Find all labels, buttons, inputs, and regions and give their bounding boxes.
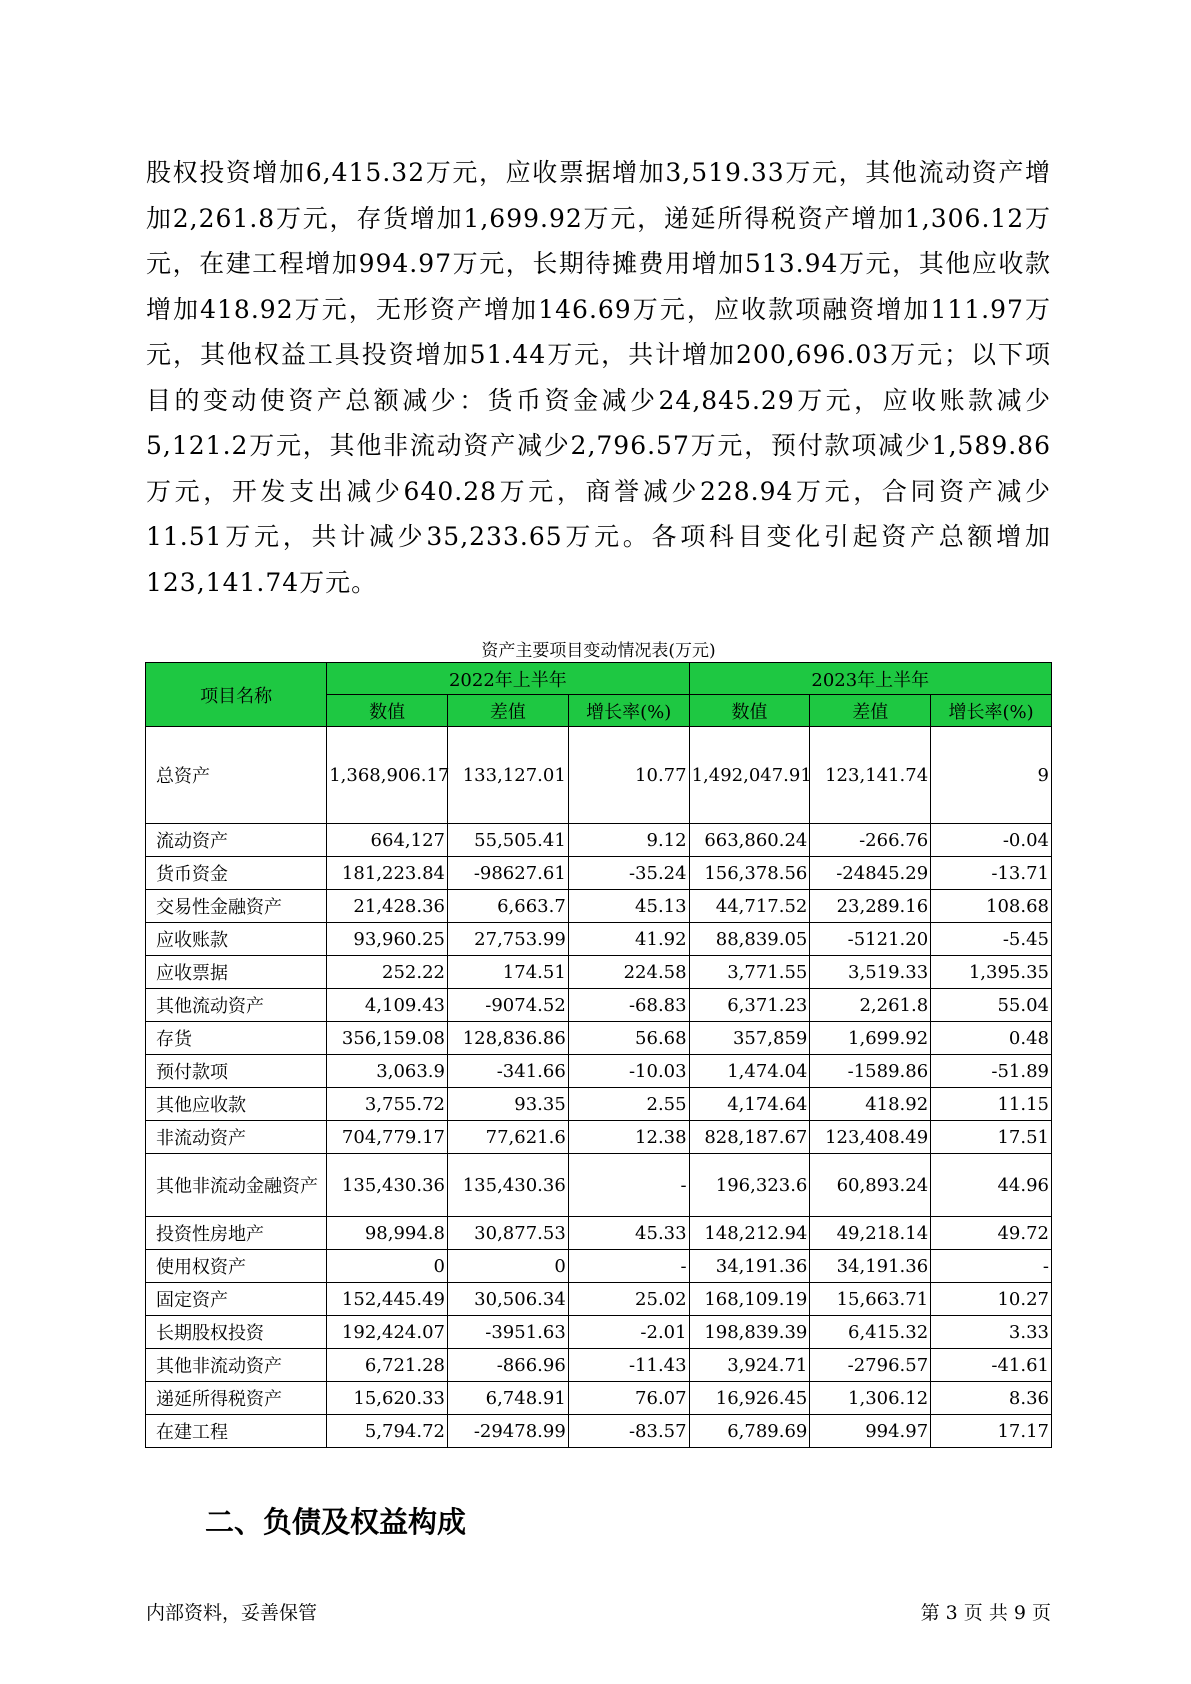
row-value-cell: -2.01 bbox=[568, 1316, 689, 1349]
row-value-cell: 3.33 bbox=[931, 1316, 1052, 1349]
footer-page-number: 第 3 页 共 9 页 bbox=[920, 1602, 1051, 1624]
row-value-cell: -98627.61 bbox=[447, 857, 568, 890]
row-value-cell: 108.68 bbox=[931, 890, 1052, 923]
header-value-2023: 数值 bbox=[689, 695, 810, 727]
row-value-cell: 4,174.64 bbox=[689, 1088, 810, 1121]
paragraph-text: 股权投资增加6,415.32万元，应收票据增加3,519.33万元，其他流动资产增加2,261.8万元，存货增加1,699.92万元，递延所得税资产增加1,306.12万元，在建工程增加994.97万元，长期待摊费用增加513.94万元，其他应收款增加418.92万元，无形资产增加146.69万元，应收款项融资增加111.97万元，其他权益工具投资增加51.44万元，共计增加200,696.03万元；以下项目的变动使资产总额减少：货币资金减少24,845.29万元，应收账款减少5,121.2万元，其他非流动资产减少2,796.57万元，预付款项减少1,589.86万元，开发支出减少640.28万元，商誉减少228.94万元，合同资产减少11.51万元，共计减少35,233.65万元。各项科目变化引起资产总额增加123,141.74万元。 bbox=[146, 158, 1051, 597]
row-value-cell: 664,127 bbox=[327, 824, 448, 857]
row-value-cell: 133,127.01 bbox=[447, 727, 568, 824]
row-value-cell: 34,191.36 bbox=[810, 1250, 931, 1283]
header-growth-2023: 增长率(%) bbox=[931, 695, 1052, 727]
row-value-cell: 156,378.56 bbox=[689, 857, 810, 890]
row-value-cell: 15,663.71 bbox=[810, 1283, 931, 1316]
row-value-cell: 135,430.36 bbox=[447, 1154, 568, 1217]
row-value-cell: 828,187.67 bbox=[689, 1121, 810, 1154]
table-row bbox=[146, 1250, 1052, 1283]
row-value-cell: 123,141.74 bbox=[810, 727, 931, 824]
row-value-cell: 1,395.35 bbox=[931, 956, 1052, 989]
row-value-cell: - bbox=[568, 1250, 689, 1283]
header-diff-2022: 差值 bbox=[447, 695, 568, 727]
table-row bbox=[146, 1349, 1052, 1382]
row-value-cell: 6,371.23 bbox=[689, 989, 810, 1022]
row-value-cell: 9.12 bbox=[568, 824, 689, 857]
row-value-cell: 2.55 bbox=[568, 1088, 689, 1121]
row-value-cell: 17.17 bbox=[931, 1415, 1052, 1448]
row-value-cell: 16,926.45 bbox=[689, 1382, 810, 1415]
header-diff-2023: 差值 bbox=[810, 695, 931, 727]
row-value-cell: 55,505.41 bbox=[447, 824, 568, 857]
row-value-cell: 88,839.05 bbox=[689, 923, 810, 956]
row-value-cell: 6,415.32 bbox=[810, 1316, 931, 1349]
row-item-name: 应收票据 bbox=[146, 956, 327, 989]
row-item-name: 其他非流动资产 bbox=[146, 1349, 327, 1382]
row-value-cell: 11.15 bbox=[931, 1088, 1052, 1121]
row-value-cell: 1,492,047.91 bbox=[689, 727, 810, 824]
row-item-name: 流动资产 bbox=[146, 824, 327, 857]
row-value-cell: 3,063.9 bbox=[327, 1055, 448, 1088]
asset-change-table bbox=[145, 662, 1052, 1448]
table-row bbox=[146, 1154, 1052, 1217]
row-value-cell: -1589.86 bbox=[810, 1055, 931, 1088]
header-period-2022: 2022年上半年 bbox=[327, 663, 689, 695]
row-value-cell: 6,789.69 bbox=[689, 1415, 810, 1448]
row-value-cell: 8.36 bbox=[931, 1382, 1052, 1415]
row-item-name: 使用权资产 bbox=[146, 1250, 327, 1283]
row-value-cell: 10.77 bbox=[568, 727, 689, 824]
row-value-cell: 0 bbox=[447, 1250, 568, 1283]
row-value-cell: -341.66 bbox=[447, 1055, 568, 1088]
row-value-cell: -11.43 bbox=[568, 1349, 689, 1382]
row-item-name: 预付款项 bbox=[146, 1055, 327, 1088]
row-value-cell: 1,306.12 bbox=[810, 1382, 931, 1415]
row-value-cell: 2,261.8 bbox=[810, 989, 931, 1022]
row-value-cell: -0.04 bbox=[931, 824, 1052, 857]
row-value-cell: 994.97 bbox=[810, 1415, 931, 1448]
row-value-cell: 15,620.33 bbox=[327, 1382, 448, 1415]
row-value-cell: 6,748.91 bbox=[447, 1382, 568, 1415]
table-row bbox=[146, 1217, 1052, 1250]
row-value-cell: -68.83 bbox=[568, 989, 689, 1022]
row-value-cell: 76.07 bbox=[568, 1382, 689, 1415]
row-value-cell: 0 bbox=[327, 1250, 448, 1283]
row-value-cell: 55.04 bbox=[931, 989, 1052, 1022]
row-value-cell: 1,699.92 bbox=[810, 1022, 931, 1055]
table-row bbox=[146, 1088, 1052, 1121]
row-value-cell: 49.72 bbox=[931, 1217, 1052, 1250]
row-item-name: 长期股权投资 bbox=[146, 1316, 327, 1349]
row-value-cell: 98,994.8 bbox=[327, 1217, 448, 1250]
row-value-cell: 135,430.36 bbox=[327, 1154, 448, 1217]
row-value-cell: 3,519.33 bbox=[810, 956, 931, 989]
row-value-cell: 10.27 bbox=[931, 1283, 1052, 1316]
row-item-name: 非流动资产 bbox=[146, 1121, 327, 1154]
header-row-periods bbox=[146, 663, 1052, 695]
row-value-cell: 3,771.55 bbox=[689, 956, 810, 989]
row-value-cell: -13.71 bbox=[931, 857, 1052, 890]
row-item-name: 交易性金融资产 bbox=[146, 890, 327, 923]
table-row bbox=[146, 989, 1052, 1022]
row-value-cell: -35.24 bbox=[568, 857, 689, 890]
row-value-cell: 357,859 bbox=[689, 1022, 810, 1055]
table-row bbox=[146, 956, 1052, 989]
row-value-cell: 128,836.86 bbox=[447, 1022, 568, 1055]
row-value-cell: 152,445.49 bbox=[327, 1283, 448, 1316]
row-value-cell: 34,191.36 bbox=[689, 1250, 810, 1283]
row-value-cell: -29478.99 bbox=[447, 1415, 568, 1448]
table-row bbox=[146, 890, 1052, 923]
row-value-cell: 224.58 bbox=[568, 956, 689, 989]
row-value-cell: 0.48 bbox=[931, 1022, 1052, 1055]
row-value-cell: 41.92 bbox=[568, 923, 689, 956]
row-item-name: 在建工程 bbox=[146, 1415, 327, 1448]
row-value-cell: -5121.20 bbox=[810, 923, 931, 956]
row-value-cell: 30,506.34 bbox=[447, 1283, 568, 1316]
row-value-cell: -3951.63 bbox=[447, 1316, 568, 1349]
row-value-cell: 77,621.6 bbox=[447, 1121, 568, 1154]
row-value-cell: -2796.57 bbox=[810, 1349, 931, 1382]
row-value-cell: -5.45 bbox=[931, 923, 1052, 956]
row-value-cell: 174.51 bbox=[447, 956, 568, 989]
table-row bbox=[146, 1022, 1052, 1055]
row-value-cell: 148,212.94 bbox=[689, 1217, 810, 1250]
row-value-cell: 3,755.72 bbox=[327, 1088, 448, 1121]
table-row bbox=[146, 1415, 1052, 1448]
row-value-cell: -83.57 bbox=[568, 1415, 689, 1448]
row-value-cell: 356,159.08 bbox=[327, 1022, 448, 1055]
row-value-cell: 196,323.6 bbox=[689, 1154, 810, 1217]
body-paragraph bbox=[146, 150, 1051, 605]
row-value-cell: 27,753.99 bbox=[447, 923, 568, 956]
table-row bbox=[146, 1121, 1052, 1154]
row-value-cell: 49,218.14 bbox=[810, 1217, 931, 1250]
row-item-name: 存货 bbox=[146, 1022, 327, 1055]
row-value-cell: 181,223.84 bbox=[327, 857, 448, 890]
header-period-2023: 2023年上半年 bbox=[689, 663, 1051, 695]
table-row bbox=[146, 1316, 1052, 1349]
row-value-cell: - bbox=[568, 1154, 689, 1217]
header-value-2022: 数值 bbox=[327, 695, 448, 727]
table-row bbox=[146, 923, 1052, 956]
row-value-cell: - bbox=[931, 1250, 1052, 1283]
row-value-cell: -9074.52 bbox=[447, 989, 568, 1022]
row-value-cell: 12.38 bbox=[568, 1121, 689, 1154]
row-item-name: 其他非流动金融资产 bbox=[146, 1154, 327, 1217]
row-value-cell: 21,428.36 bbox=[327, 890, 448, 923]
row-value-cell: 123,408.49 bbox=[810, 1121, 931, 1154]
row-value-cell: 44,717.52 bbox=[689, 890, 810, 923]
row-value-cell: -51.89 bbox=[931, 1055, 1052, 1088]
table-row bbox=[146, 824, 1052, 857]
section-heading: 二、负债及权益构成 bbox=[205, 1505, 467, 1539]
row-value-cell: 198,839.39 bbox=[689, 1316, 810, 1349]
row-value-cell: 93.35 bbox=[447, 1088, 568, 1121]
row-value-cell: 4,109.43 bbox=[327, 989, 448, 1022]
table-row bbox=[146, 857, 1052, 890]
row-value-cell: 56.68 bbox=[568, 1022, 689, 1055]
table-row bbox=[146, 1382, 1052, 1415]
header-growth-2022: 增长率(%) bbox=[568, 695, 689, 727]
row-value-cell: 6,721.28 bbox=[327, 1349, 448, 1382]
row-value-cell: 44.96 bbox=[931, 1154, 1052, 1217]
row-value-cell: -10.03 bbox=[568, 1055, 689, 1088]
row-value-cell: 168,109.19 bbox=[689, 1283, 810, 1316]
row-value-cell: 23,289.16 bbox=[810, 890, 931, 923]
row-value-cell: 5,794.72 bbox=[327, 1415, 448, 1448]
row-value-cell: 1,368,906.17 bbox=[327, 727, 448, 824]
row-value-cell: 30,877.53 bbox=[447, 1217, 568, 1250]
row-item-name: 递延所得税资产 bbox=[146, 1382, 327, 1415]
row-value-cell: 1,474.04 bbox=[689, 1055, 810, 1088]
row-value-cell: 663,860.24 bbox=[689, 824, 810, 857]
row-value-cell: 704,779.17 bbox=[327, 1121, 448, 1154]
row-value-cell: 9 bbox=[931, 727, 1052, 824]
row-value-cell: -41.61 bbox=[931, 1349, 1052, 1382]
row-value-cell: -866.96 bbox=[447, 1349, 568, 1382]
row-value-cell: 6,663.7 bbox=[447, 890, 568, 923]
row-value-cell: 93,960.25 bbox=[327, 923, 448, 956]
row-value-cell: 45.13 bbox=[568, 890, 689, 923]
table-row bbox=[146, 1055, 1052, 1088]
row-value-cell: 3,924.71 bbox=[689, 1349, 810, 1382]
row-value-cell: -266.76 bbox=[810, 824, 931, 857]
footer-confidential-note: 内部资料，妥善保管 bbox=[146, 1602, 318, 1624]
row-item-name: 其他流动资产 bbox=[146, 989, 327, 1022]
row-value-cell: 192,424.07 bbox=[327, 1316, 448, 1349]
row-value-cell: -24845.29 bbox=[810, 857, 931, 890]
row-value-cell: 25.02 bbox=[568, 1283, 689, 1316]
table-row bbox=[146, 1283, 1052, 1316]
header-item-name: 项目名称 bbox=[146, 663, 327, 727]
row-item-name: 固定资产 bbox=[146, 1283, 327, 1316]
row-value-cell: 45.33 bbox=[568, 1217, 689, 1250]
row-item-name: 应收账款 bbox=[146, 923, 327, 956]
row-item-name: 货币资金 bbox=[146, 857, 327, 890]
row-value-cell: 252.22 bbox=[327, 956, 448, 989]
row-item-name: 总资产 bbox=[146, 727, 327, 824]
row-value-cell: 17.51 bbox=[931, 1121, 1052, 1154]
row-item-name: 投资性房地产 bbox=[146, 1217, 327, 1250]
table-body bbox=[146, 727, 1052, 1448]
row-value-cell: 418.92 bbox=[810, 1088, 931, 1121]
row-value-cell: 60,893.24 bbox=[810, 1154, 931, 1217]
table-caption: 资产主要项目变动情况表(万元) bbox=[481, 641, 716, 661]
table-row bbox=[146, 727, 1052, 824]
row-item-name: 其他应收款 bbox=[146, 1088, 327, 1121]
